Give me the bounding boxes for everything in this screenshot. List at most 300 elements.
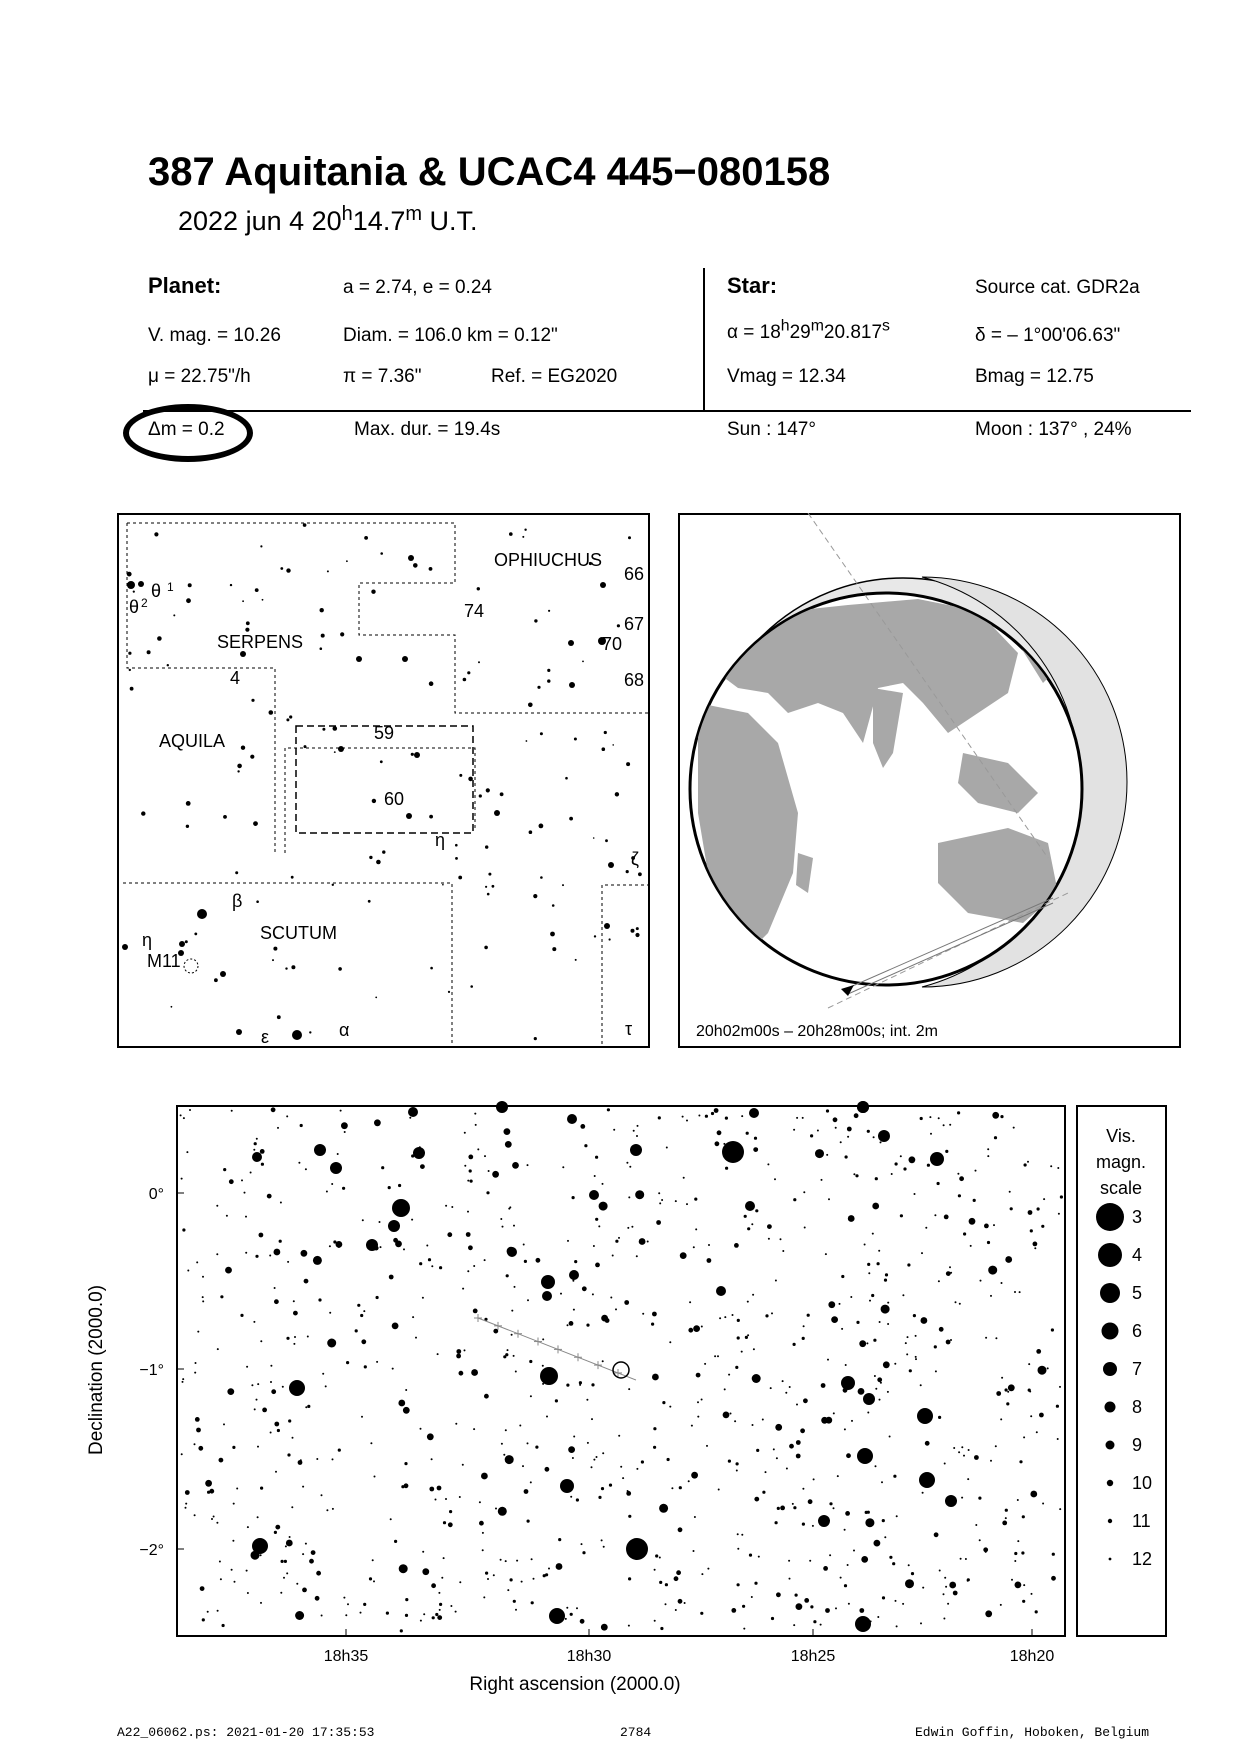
field-star (345, 1614, 347, 1616)
field-star (486, 1191, 489, 1194)
field-star (655, 1554, 658, 1557)
planet-heading: Planet: (148, 273, 222, 298)
field-star (906, 1353, 908, 1355)
xtick-18h30: 18h30 (566, 1648, 612, 1665)
field-star (298, 1162, 300, 1164)
field-star (373, 1580, 375, 1582)
legend-dot (1102, 1323, 1119, 1340)
finder-star (569, 817, 573, 821)
field-star (961, 1497, 963, 1499)
field-star (274, 1249, 281, 1256)
field-star (202, 1618, 205, 1621)
field-star (882, 1596, 885, 1599)
finder-star (442, 884, 444, 886)
field-star (823, 1566, 828, 1571)
finder-star (340, 632, 344, 636)
field-star (807, 1314, 810, 1317)
star-label-59: 59 (374, 723, 395, 743)
field-star (737, 1336, 740, 1339)
field-star (669, 1341, 671, 1343)
field-star (599, 1202, 608, 1211)
field-star (641, 1460, 644, 1463)
finder-star (147, 650, 151, 654)
field-star (786, 1468, 788, 1470)
field-star (865, 1518, 874, 1527)
field-star (913, 1314, 916, 1317)
legend-mag-label: 5 (1132, 1283, 1143, 1303)
field-star (782, 1250, 784, 1252)
field-star (628, 1577, 631, 1580)
field-star (566, 1607, 568, 1609)
field-star (691, 1425, 693, 1427)
finder-star (414, 752, 420, 758)
star-label-beta: β (232, 891, 243, 911)
finder-star (534, 619, 537, 622)
field-star (905, 1342, 907, 1344)
field-star (386, 1612, 389, 1615)
field-star (896, 1515, 898, 1517)
field-star (275, 1471, 277, 1473)
field-star (915, 1356, 917, 1358)
field-star (409, 1117, 411, 1119)
field-star (1024, 1163, 1027, 1166)
legend-mag-label: 11 (1132, 1511, 1151, 1531)
legend-dot (1103, 1362, 1117, 1376)
field-star (505, 1429, 507, 1431)
field-star (622, 1477, 624, 1479)
star-label-theta: θ (151, 581, 162, 601)
field-star (546, 1416, 548, 1418)
field-star (900, 1155, 902, 1157)
field-star (607, 1108, 610, 1111)
field-star (271, 1389, 276, 1394)
field-star (332, 1458, 334, 1460)
finder-star (494, 810, 500, 816)
field-star (691, 1472, 698, 1479)
finder-star (478, 661, 480, 663)
field-star (254, 1408, 256, 1410)
field-star (796, 1404, 798, 1406)
field-star (891, 1173, 893, 1175)
finder-star (448, 991, 450, 993)
field-star (202, 1276, 204, 1278)
y-axis-label: Declination (2000.0) (86, 1284, 107, 1456)
field-star (848, 1603, 850, 1605)
field-star (403, 1248, 405, 1250)
field-star (651, 1323, 654, 1326)
field-star (682, 1116, 684, 1118)
field-star (665, 1583, 668, 1586)
field-star (953, 1591, 958, 1596)
field-star (254, 1142, 257, 1145)
field-star (826, 1109, 829, 1112)
field-star (1014, 1552, 1017, 1555)
xtick-18h35: 18h35 (323, 1648, 369, 1665)
field-star (985, 1551, 987, 1553)
field-star (262, 1408, 267, 1413)
field-star (246, 1366, 248, 1368)
field-star (825, 1608, 830, 1613)
field-star (467, 1270, 469, 1272)
xtick-18h25: 18h25 (790, 1648, 836, 1665)
x-axis-label: Right ascension (2000.0) (469, 1674, 681, 1695)
finder-star (127, 572, 132, 577)
field-star (535, 1446, 538, 1449)
planet-mu: μ = 22.75"/h (148, 366, 251, 387)
finder-star (626, 762, 630, 766)
field-star (803, 1325, 805, 1327)
field-star (477, 1148, 479, 1150)
field-star (181, 1453, 183, 1455)
field-star (533, 1578, 535, 1580)
field-star (945, 1495, 957, 1507)
star-label-m11: M11 (147, 951, 181, 971)
field-star (541, 1275, 555, 1289)
field-star (601, 1487, 604, 1490)
field-star (1034, 1247, 1036, 1249)
field-star (285, 1545, 287, 1547)
field-star (1006, 1402, 1009, 1405)
field-star (961, 1446, 963, 1448)
field-star (531, 1601, 534, 1604)
finder-star (186, 825, 189, 828)
field-star (593, 1245, 595, 1247)
field-star (376, 1296, 379, 1299)
field-star (826, 1154, 828, 1156)
field-star (958, 1451, 960, 1453)
finder-star (509, 532, 513, 536)
field-star (808, 1499, 813, 1504)
field-star (658, 1116, 661, 1119)
field-star (707, 1258, 712, 1263)
field-star (464, 1349, 466, 1351)
field-star (274, 1531, 277, 1534)
field-star (567, 1114, 577, 1124)
field-star (1001, 1377, 1003, 1379)
field-star (502, 1226, 504, 1228)
field-star (569, 1321, 574, 1326)
field-star (565, 1618, 567, 1620)
field-star (686, 1120, 688, 1122)
field-star (300, 1459, 302, 1461)
finder-star (552, 947, 556, 951)
field-star (355, 1329, 358, 1332)
field-star (755, 1148, 758, 1151)
field-star (900, 1214, 903, 1217)
field-star (734, 1243, 739, 1248)
field-star (341, 1122, 348, 1129)
field-star (945, 1150, 948, 1153)
field-star (1017, 1540, 1019, 1542)
field-star (833, 1412, 835, 1414)
field-star (1017, 1499, 1019, 1501)
field-star (1014, 1560, 1016, 1562)
field-star (496, 1101, 508, 1113)
field-star (487, 1578, 489, 1580)
field-star (311, 1550, 316, 1555)
field-star (182, 1378, 184, 1380)
highlight-ellipse (123, 404, 253, 462)
field-star (688, 1328, 693, 1333)
field-star (194, 1372, 196, 1374)
field-star (1030, 1229, 1033, 1232)
field-star (988, 1266, 997, 1275)
field-star (943, 1124, 945, 1126)
field-star (240, 1314, 243, 1317)
field-star (462, 1464, 464, 1466)
field-star (558, 1538, 561, 1541)
field-star (612, 1255, 614, 1257)
field-star (955, 1301, 957, 1303)
finder-star (253, 821, 258, 826)
finder-star (194, 933, 197, 936)
field-star (1037, 1207, 1040, 1210)
field-star (920, 1384, 922, 1386)
field-star (216, 1522, 218, 1524)
legend-dot (1100, 1283, 1120, 1303)
field-star (305, 1168, 307, 1170)
finder-star (138, 581, 144, 587)
field-star (869, 1300, 871, 1302)
field-star (380, 1246, 382, 1248)
field-star (680, 1252, 687, 1259)
legend-mag-label: 12 (1132, 1549, 1153, 1569)
field-star (405, 1598, 408, 1601)
field-star (280, 1202, 282, 1204)
field-star (979, 1539, 981, 1541)
field-star (202, 1300, 204, 1302)
legend-dot (1098, 1243, 1122, 1267)
field-star (813, 1620, 816, 1623)
field-star (516, 1560, 518, 1562)
field-star (298, 1460, 303, 1465)
field-star (718, 1489, 720, 1491)
field-star (286, 1572, 288, 1574)
field-star (574, 1260, 577, 1263)
field-star (229, 1179, 234, 1184)
finder-star (626, 870, 629, 873)
field-star (250, 1172, 252, 1174)
field-star (902, 1603, 904, 1605)
field-star (730, 1413, 732, 1415)
field-star (669, 1406, 671, 1408)
field-star (810, 1134, 813, 1137)
field-star (562, 1166, 564, 1168)
field-star (851, 1420, 853, 1422)
field-star (474, 1113, 476, 1115)
field-star (287, 1453, 290, 1456)
field-star (993, 1224, 995, 1226)
field-star (247, 1592, 249, 1594)
field-star (636, 1255, 638, 1257)
field-star (850, 1296, 852, 1298)
field-star (511, 1310, 513, 1312)
finder-star (241, 746, 245, 750)
field-star (336, 1241, 343, 1248)
finder-star (539, 824, 544, 829)
finder-star (485, 845, 488, 848)
field-star (469, 1169, 472, 1172)
field-star (744, 1215, 747, 1218)
field-star (624, 1300, 629, 1305)
field-star (994, 1136, 997, 1139)
field-star (833, 1507, 835, 1509)
field-star (1057, 1167, 1059, 1169)
field-star (388, 1220, 400, 1232)
field-star (737, 1533, 739, 1535)
field-star (232, 1446, 235, 1449)
field-star (762, 1491, 765, 1494)
field-star (531, 1558, 533, 1560)
field-star (482, 1549, 484, 1551)
finder-star (612, 744, 614, 746)
field-star (555, 1399, 558, 1402)
field-star (587, 1442, 589, 1444)
field-star (656, 1220, 661, 1225)
field-star (321, 1494, 323, 1496)
field-star (329, 1312, 331, 1314)
field-star (370, 1442, 372, 1444)
field-star (389, 1275, 394, 1280)
field-star (505, 1560, 507, 1562)
field-star (684, 1602, 686, 1604)
field-star (259, 1233, 264, 1238)
field-star (390, 1518, 392, 1520)
field-star (659, 1202, 661, 1204)
field-star (751, 1223, 753, 1225)
field-star (960, 1558, 962, 1560)
ytick-0: 0° (148, 1186, 164, 1203)
field-star (459, 1581, 461, 1583)
finder-star (429, 815, 433, 819)
field-star (810, 1605, 813, 1608)
field-star (868, 1272, 870, 1274)
field-star (284, 1560, 287, 1563)
field-star (767, 1163, 769, 1165)
field-star (978, 1497, 981, 1500)
field-star (455, 1611, 457, 1613)
field-star (968, 1449, 970, 1451)
field-star (593, 1459, 595, 1461)
field-star (620, 1466, 622, 1468)
field-star (666, 1147, 668, 1149)
field-star (1009, 1191, 1011, 1193)
field-star (716, 1286, 726, 1296)
field-star (724, 1388, 726, 1390)
field-star (717, 1355, 719, 1357)
field-star (399, 1564, 408, 1573)
field-star (752, 1424, 754, 1426)
field-star (450, 1605, 452, 1607)
field-star (1059, 1508, 1061, 1510)
field-star (449, 1510, 452, 1513)
field-star (653, 1446, 656, 1449)
field-star (867, 1511, 870, 1514)
finder-star (338, 746, 344, 752)
field-star (318, 1298, 321, 1301)
field-star (456, 1349, 461, 1354)
finder-star (157, 636, 162, 641)
field-star (701, 1399, 703, 1401)
field-star (652, 1312, 657, 1317)
field-star (584, 1144, 587, 1147)
field-star (967, 1478, 969, 1480)
field-star (602, 1360, 604, 1362)
field-star (251, 1384, 253, 1386)
field-star (694, 1516, 696, 1518)
finder-star (485, 886, 487, 888)
field-star (484, 1155, 486, 1157)
finder-star (477, 587, 480, 590)
field-star (911, 1572, 914, 1575)
field-star (576, 1498, 579, 1501)
field-star (747, 1334, 749, 1336)
field-star (595, 1156, 598, 1159)
field-star (870, 1620, 872, 1622)
field-star (949, 1582, 956, 1589)
finder-star (188, 583, 192, 587)
field-star (985, 1337, 987, 1339)
field-star (403, 1407, 410, 1414)
field-star (728, 1374, 730, 1376)
field-star (302, 1588, 307, 1593)
field-star (887, 1323, 889, 1325)
finder-star (582, 661, 584, 663)
field-star (752, 1374, 761, 1383)
finder-star (635, 933, 639, 937)
field-star (751, 1596, 753, 1598)
finder-star (320, 608, 324, 612)
star-label-eta-sct: η (142, 930, 153, 950)
field-star (547, 1375, 550, 1378)
field-star (771, 1617, 774, 1620)
field-star (580, 1124, 585, 1129)
field-star (742, 1605, 745, 1608)
field-star (881, 1481, 883, 1483)
field-star (877, 1377, 882, 1382)
field-star (987, 1155, 989, 1157)
field-star (845, 1364, 847, 1366)
field-star (1042, 1503, 1044, 1505)
field-star (1022, 1600, 1025, 1603)
field-star (841, 1376, 855, 1390)
field-star (909, 1156, 916, 1163)
field-star (202, 1296, 204, 1298)
field-star (223, 1168, 226, 1171)
finder-star (334, 751, 336, 753)
finder-star (122, 944, 128, 950)
field-star (700, 1612, 703, 1615)
field-star (468, 1155, 473, 1160)
field-star (679, 1486, 682, 1489)
field-star (877, 1616, 879, 1618)
finder-star (568, 640, 574, 646)
field-star (182, 1381, 184, 1383)
field-star (627, 1490, 629, 1492)
field-star (236, 1488, 238, 1490)
field-star (905, 1579, 914, 1588)
field-star (938, 1280, 940, 1282)
field-star (300, 1124, 303, 1127)
field-star (864, 1244, 866, 1246)
field-star (296, 1583, 298, 1585)
field-star (241, 1179, 243, 1181)
field-star (660, 1627, 663, 1630)
field-star (545, 1467, 550, 1472)
field-star (789, 1578, 791, 1580)
field-star (749, 1554, 752, 1557)
field-star (775, 1521, 778, 1524)
